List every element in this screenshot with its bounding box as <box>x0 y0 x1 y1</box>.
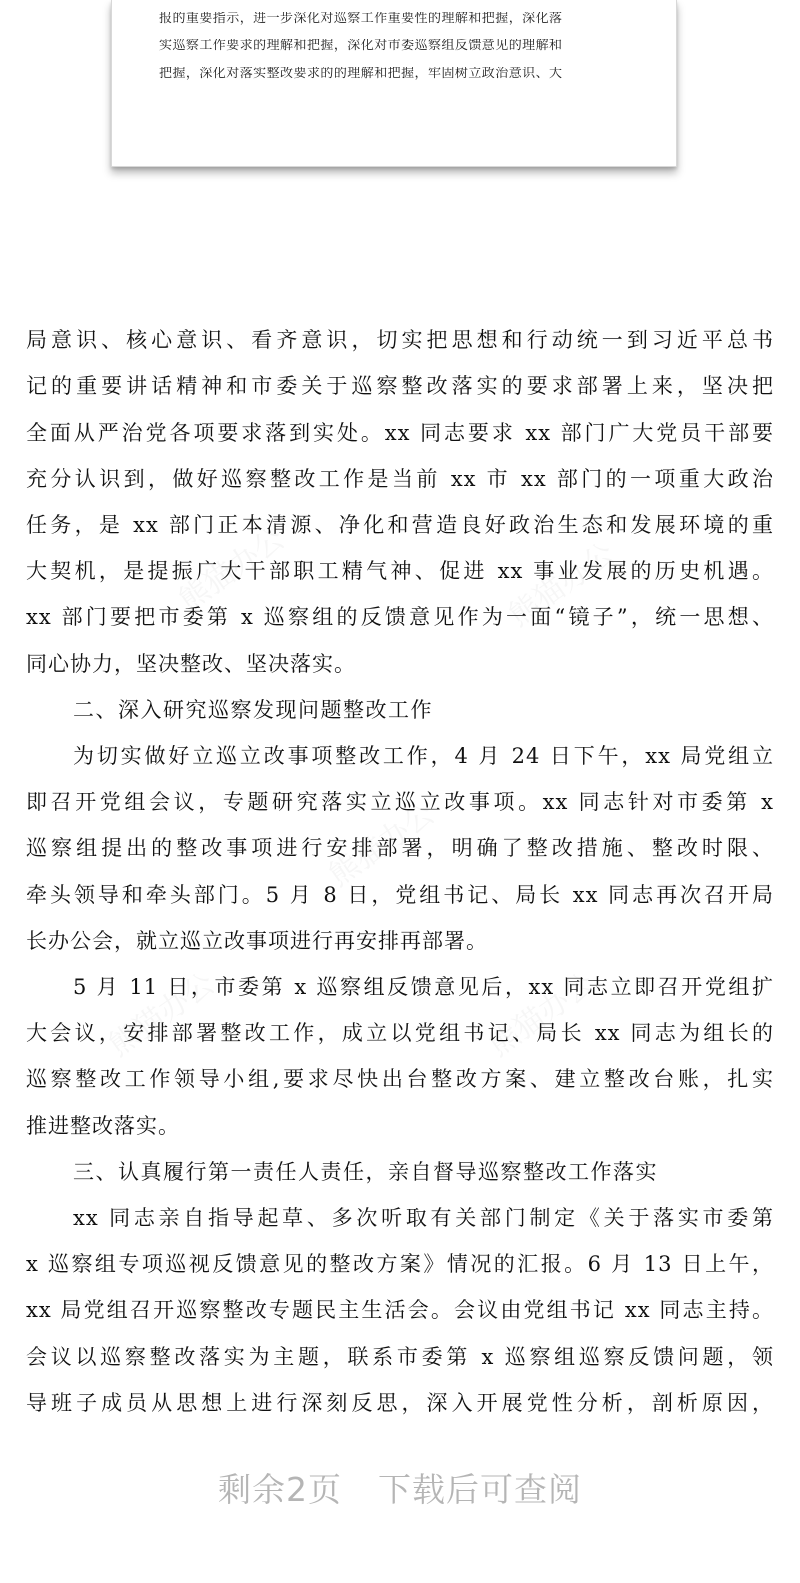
paragraph-line: 长办公会，就立巡立改事项进行再安排再部署。 <box>26 929 488 953</box>
paragraph-line: 充分认识到，做好巡察整改工作是当前 xx 市 xx 部门的一项重大政治 <box>26 467 774 491</box>
paragraph-line: 牵头领导和牵头部门。5 月 8 日，党组书记、局长 xx 同志再次召开局 <box>26 883 774 907</box>
paragraph-line: 大会议，安排部署整改工作，成立以党组书记、局长 xx 同志为组长的 <box>26 1021 774 1045</box>
download-to-view-label: 下载后可查阅 <box>378 1470 582 1509</box>
paragraph-line: 任务，是 xx 部门正本清源、净化和营造良好政治生态和发展环境的重 <box>26 513 774 537</box>
paragraph-line: xx 局党组召开巡察整改专题民主生活会。会议由党组书记 xx 同志主持。 <box>26 1298 774 1322</box>
paragraph-line: 大契机，是提振广大干部职工精气神、促进 xx 事业发展的历史机遇。 <box>26 559 774 583</box>
paragraph-line: 巡察组提出的整改事项进行安排部署，明确了整改措施、整改时限、 <box>26 836 774 860</box>
paragraph-line: 会议以巡察整改落实为主题，联系市委第 x 巡察组巡察反馈问题，领 <box>26 1345 774 1369</box>
paragraph-line: 巡察整改工作领导小组,要求尽快出台整改方案、建立整改台账，扎实 <box>26 1067 774 1091</box>
preview-card <box>111 0 677 167</box>
watermark: 熊猫办公 <box>322 796 442 894</box>
watermark: 熊猫办公 <box>502 536 622 634</box>
paragraph-line: 全面从严治党各项要求落到实处。xx 同志要求 xx 部门广大党员干部要 <box>26 421 774 445</box>
section-heading: 三、认真履行第一责任人责任，亲自督导巡察整改工作落实 <box>73 1160 658 1184</box>
paragraph-line: xx 部门要把市委第 x 巡察组的反馈意见作为一面“镜子”，统一思想、 <box>26 605 774 629</box>
remaining-pages-label: 剩余2页 <box>218 1470 342 1509</box>
preview-line: 报的重要指示，进一步深化对巡察工作重要性的理解和把握，深化落 <box>159 12 563 26</box>
paragraph-line: 导班子成员从思想上进行深刻反思，深入开展党性分析，剖析原因， <box>26 1391 774 1415</box>
paragraph-line: 局意识、核心意识、看齐意识，切实把思想和行动统一到习近平总书 <box>26 328 774 352</box>
paragraph-line: 同心协力，坚决整改、坚决落实。 <box>26 652 356 676</box>
watermark: 熊猫办公 <box>102 966 222 1064</box>
preview-line: 把握，深化对落实整改要求的的理解和把握，牢固树立政治意识、大 <box>159 67 563 81</box>
paragraph-line: 5 月 11 日，市委第 x 巡察组反馈意见后，xx 同志立即召开党组扩 <box>73 975 774 999</box>
paragraph-line: 推进整改落实。 <box>26 1114 180 1138</box>
watermark: 熊猫办公 <box>482 966 602 1064</box>
paragraph-line: 记的重要讲话精神和市委关于巡察整改落实的要求部署上来，坚决把 <box>26 374 774 398</box>
download-prompt-banner[interactable] <box>0 1465 800 1515</box>
paragraph-line: 即召开党组会议，专题研究落实立巡立改事项。xx 同志针对市委第 x <box>26 790 774 814</box>
paragraph-line: x 巡察组专项巡视反馈意见的整改方案》情况的汇报。6 月 13 日上午， <box>26 1252 774 1276</box>
paragraph-line: xx 同志亲自指导起草、多次听取有关部门制定《关于落实市委第 <box>73 1206 774 1230</box>
section-heading: 二、深入研究巡察发现问题整改工作 <box>73 698 433 722</box>
preview-line: 实巡察工作要求的理解和把握，深化对市委巡察组反馈意见的理解和 <box>159 39 563 53</box>
watermark: 熊猫办公 <box>172 521 292 619</box>
paragraph-line: 为切实做好立巡立改事项整改工作，4 月 24 日下午，xx 局党组立 <box>73 744 774 768</box>
